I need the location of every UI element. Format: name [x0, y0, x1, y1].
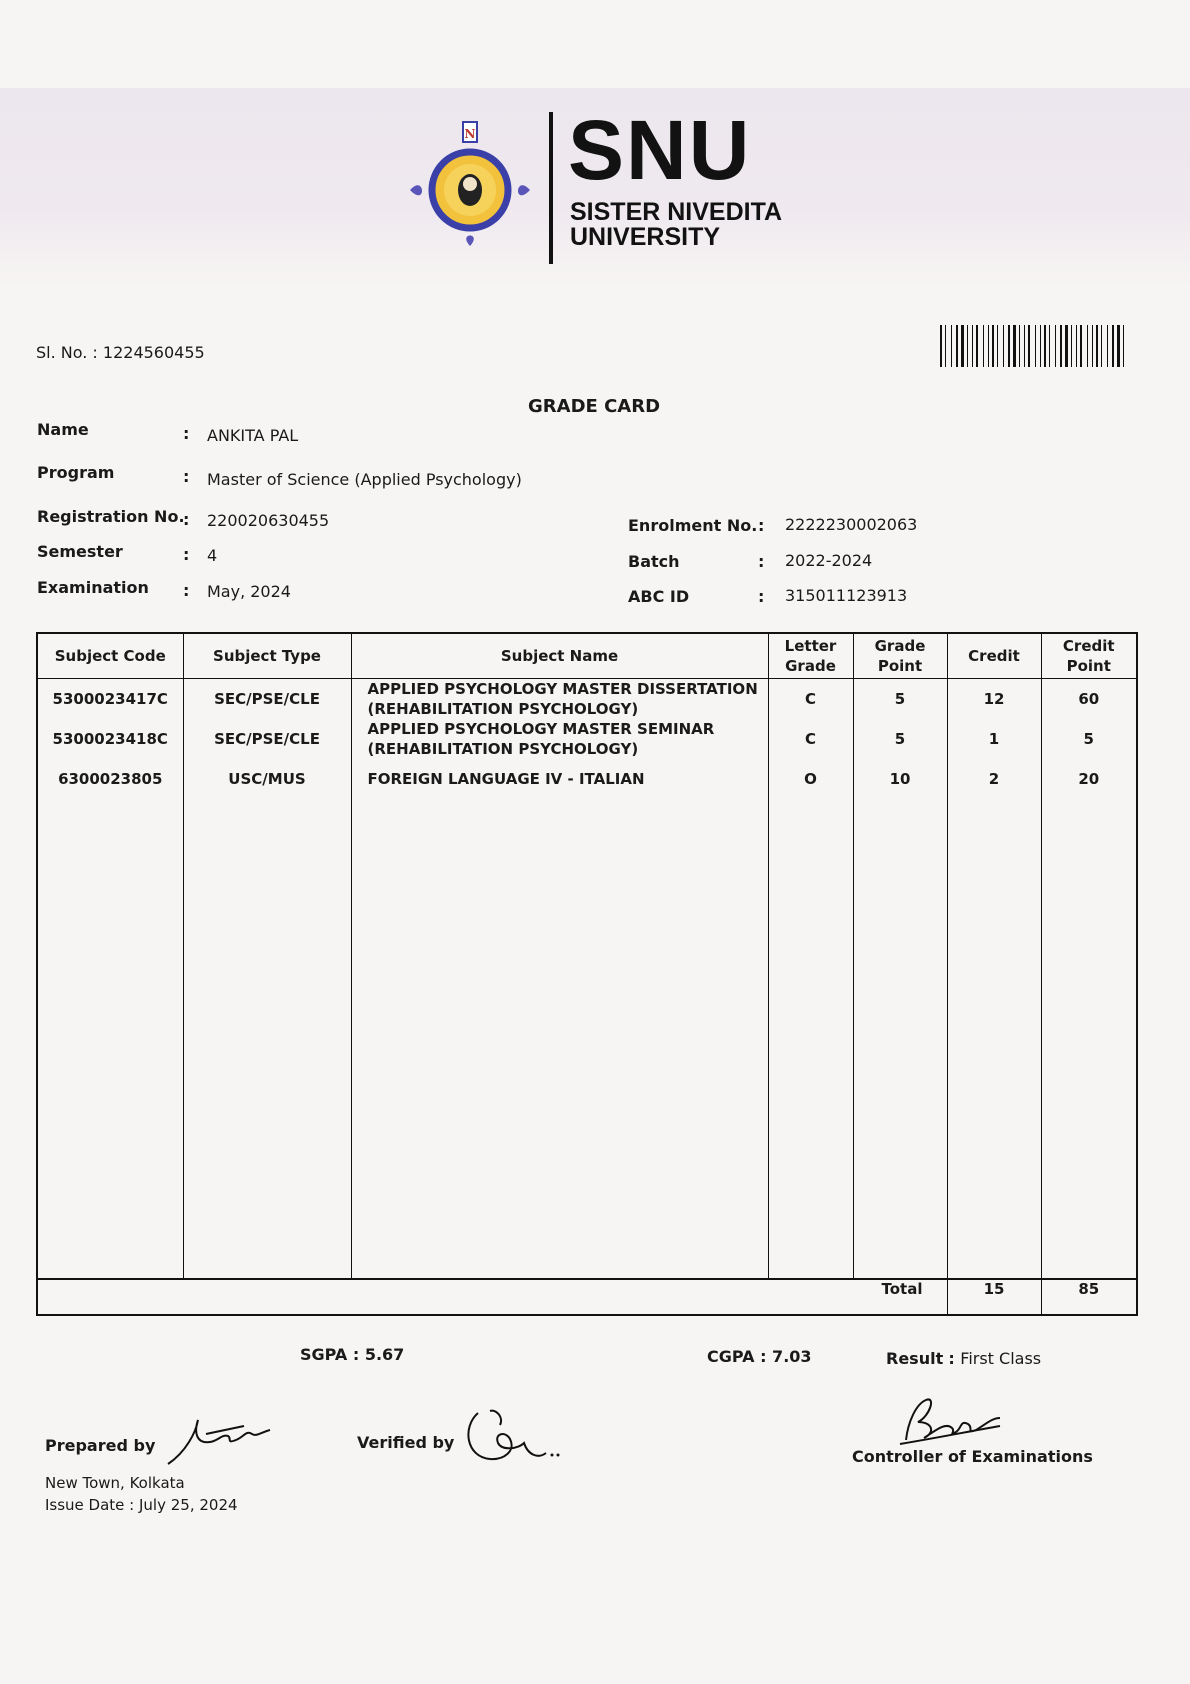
subject-name: [352, 679, 768, 719]
result: Result : First Class: [886, 1349, 1042, 1368]
barcode-bar: [1055, 325, 1056, 367]
university-emblem-icon: [405, 118, 535, 258]
barcode-bar: [967, 325, 968, 367]
university-name-line1: SISTER NIVEDITA: [570, 198, 783, 226]
barcode-bar: [1065, 325, 1068, 367]
letter-grade-column: [768, 679, 853, 1280]
grade-point-column: [853, 679, 947, 1280]
barcode-bar: [1096, 325, 1098, 367]
barcode-bar: [956, 325, 958, 367]
name-label: Name: [37, 420, 89, 439]
barcode-bar: [1060, 325, 1062, 367]
result-label: Result: [886, 1349, 944, 1368]
barcode-bar: [1028, 325, 1030, 367]
table-header-row: [37, 633, 1137, 679]
header-subject-type: Subject Type: [183, 633, 351, 679]
cgpa: CGPA : 7.03: [707, 1347, 812, 1366]
header-grade-point-line2: Point: [877, 657, 923, 675]
university-name: [570, 200, 782, 250]
credit-point-column: [1041, 679, 1137, 1280]
svg-text:N: N: [464, 127, 476, 141]
serial-value: 1224560455: [102, 343, 205, 362]
letter-grade: C: [804, 730, 816, 748]
enrolment-label: Enrolment No.: [628, 516, 758, 535]
prepared-by-signature-icon: [166, 1412, 276, 1470]
barcode-bar: [961, 325, 964, 367]
header-grade-point: [853, 633, 947, 679]
barcode-bar: [1024, 325, 1025, 367]
header-letter-grade: [768, 633, 853, 679]
credit-point: 20: [1078, 770, 1100, 788]
credit: 12: [983, 690, 1005, 708]
barcode-bar: [983, 325, 984, 367]
barcode-bar: [972, 325, 973, 367]
grades-table: [36, 632, 1138, 1316]
abc-label: ABC ID: [628, 587, 690, 606]
barcode-bar: [1035, 325, 1036, 367]
letter-grade: O: [804, 770, 817, 788]
barcode-bar: [976, 325, 978, 367]
barcode-bar: [992, 325, 994, 367]
total-label: Total: [37, 1279, 947, 1315]
barcode-bar: [1087, 325, 1088, 367]
colon: :: [758, 587, 765, 606]
colon: :: [183, 424, 190, 443]
barcode-bar: [1013, 325, 1016, 367]
credit-point: 60: [1078, 690, 1100, 708]
subject-name-line1: APPLIED PSYCHOLOGY MASTER DISSERTATION: [367, 680, 758, 698]
subject-name-line1: FOREIGN LANGUAGE IV - ITALIAN: [367, 770, 645, 788]
credit-column: [947, 679, 1041, 1280]
university-name-line2: UNIVERSITY: [570, 223, 721, 251]
barcode-bar: [1101, 325, 1102, 367]
batch-label: Batch: [628, 552, 680, 571]
subject-type-column: [183, 679, 351, 1280]
total-credit: 15: [947, 1279, 1041, 1315]
grade-point: 10: [889, 770, 911, 788]
barcode-bar: [940, 325, 942, 367]
barcode-bar: [1044, 325, 1046, 367]
colon: :: [758, 516, 765, 535]
program-value: Master of Science (Applied Psychology): [207, 470, 522, 489]
header-grade-point-line1: Grade: [874, 637, 926, 655]
subject-name-line1: APPLIED PSYCHOLOGY MASTER SEMINAR: [367, 720, 715, 738]
barcode-icon: [940, 325, 1128, 367]
credit-point: 5: [1083, 730, 1094, 748]
place: New Town, Kolkata: [45, 1474, 185, 1492]
colon: :: [183, 581, 190, 600]
semester-label: Semester: [37, 542, 123, 561]
credit: 1: [988, 730, 1000, 748]
student-name: ANKITA PAL: [207, 426, 299, 445]
examination-label: Examination: [37, 578, 149, 597]
barcode-bar: [1076, 325, 1077, 367]
subject-name: [352, 719, 768, 759]
barcode-bar: [1107, 325, 1108, 367]
subject-type: SEC/PSE/CLE: [214, 690, 320, 708]
header-subject-name: Subject Name: [351, 633, 768, 679]
controller-label: Controller of Examinations: [852, 1447, 1093, 1466]
verified-by-label: Verified by: [357, 1433, 455, 1452]
logo-divider: [549, 112, 553, 264]
barcode-bar: [1080, 325, 1082, 367]
total-row: [37, 1279, 1137, 1315]
barcode-bar: [951, 325, 952, 367]
header-credit-point-line2: Point: [1066, 657, 1111, 675]
registration-value: 220020630455: [207, 511, 330, 530]
header-letter-grade-line1: Letter: [784, 637, 837, 655]
serial-label: Sl. No. :: [36, 343, 98, 362]
subject-code-column: [37, 679, 183, 1280]
colon: :: [758, 552, 765, 571]
semester-value: 4: [207, 546, 218, 565]
credit: 2: [988, 770, 1000, 788]
batch-value: 2022-2024: [785, 551, 873, 570]
header-letter-grade-line2: Grade: [785, 657, 836, 675]
header-credit-point-line1: Credit: [1062, 637, 1115, 655]
logo-wordmark: SNU: [568, 103, 752, 197]
page-title: GRADE CARD: [528, 396, 661, 417]
barcode-bar: [1092, 325, 1093, 367]
result-value: First Class: [960, 1349, 1042, 1368]
subject-type: SEC/PSE/CLE: [214, 730, 320, 748]
barcode-bar: [1003, 325, 1004, 367]
controller-signature-icon: [896, 1392, 1006, 1452]
subject-code: 5300023417C: [52, 690, 168, 708]
registration-label: Registration No.: [37, 507, 185, 526]
enrolment-value: 2222230002063: [785, 515, 918, 534]
header-credit-point: [1041, 633, 1137, 679]
barcode-bar: [1040, 325, 1041, 367]
barcode-bar: [945, 325, 946, 367]
program-label: Program: [37, 463, 115, 482]
serial-number: [36, 343, 205, 362]
verified-by-signature-icon: [460, 1403, 560, 1473]
barcode-bar: [1112, 325, 1114, 367]
issue-date: Issue Date : July 25, 2024: [45, 1496, 238, 1514]
subject-name-line2: (REHABILITATION PSYCHOLOGY): [367, 700, 639, 718]
grade-point: 5: [894, 690, 906, 708]
colon: :: [183, 510, 190, 529]
barcode-bar: [1117, 325, 1120, 367]
examination-value: May, 2024: [207, 582, 291, 601]
subject-code: 5300023418C: [52, 730, 168, 748]
prepared-by-label: Prepared by: [45, 1436, 156, 1455]
subject-name: [352, 759, 768, 799]
barcode-bar: [997, 325, 998, 367]
subject-code: 6300023805: [58, 770, 163, 788]
barcode-bar: [1008, 325, 1010, 367]
subject-name-column: [351, 679, 768, 1280]
barcode-bar: [1071, 325, 1072, 367]
colon: :: [183, 545, 190, 564]
header-subject-code: Subject Code: [37, 633, 183, 679]
barcode-bar: [1019, 325, 1020, 367]
header-credit: Credit: [947, 633, 1041, 679]
table-body-row: [37, 679, 1137, 1280]
letter-grade: C: [804, 690, 816, 708]
barcode-bar: [1123, 325, 1124, 367]
sgpa: SGPA : 5.67: [300, 1345, 405, 1364]
total-credit-point: 85: [1041, 1279, 1137, 1315]
colon: :: [183, 467, 190, 486]
abc-value: 315011123913: [785, 586, 908, 605]
subject-name-line2: (REHABILITATION PSYCHOLOGY): [367, 740, 639, 758]
barcode-bar: [988, 325, 989, 367]
barcode-bar: [1049, 325, 1050, 367]
grade-point: 5: [894, 730, 906, 748]
subject-type: USC/MUS: [228, 770, 306, 788]
